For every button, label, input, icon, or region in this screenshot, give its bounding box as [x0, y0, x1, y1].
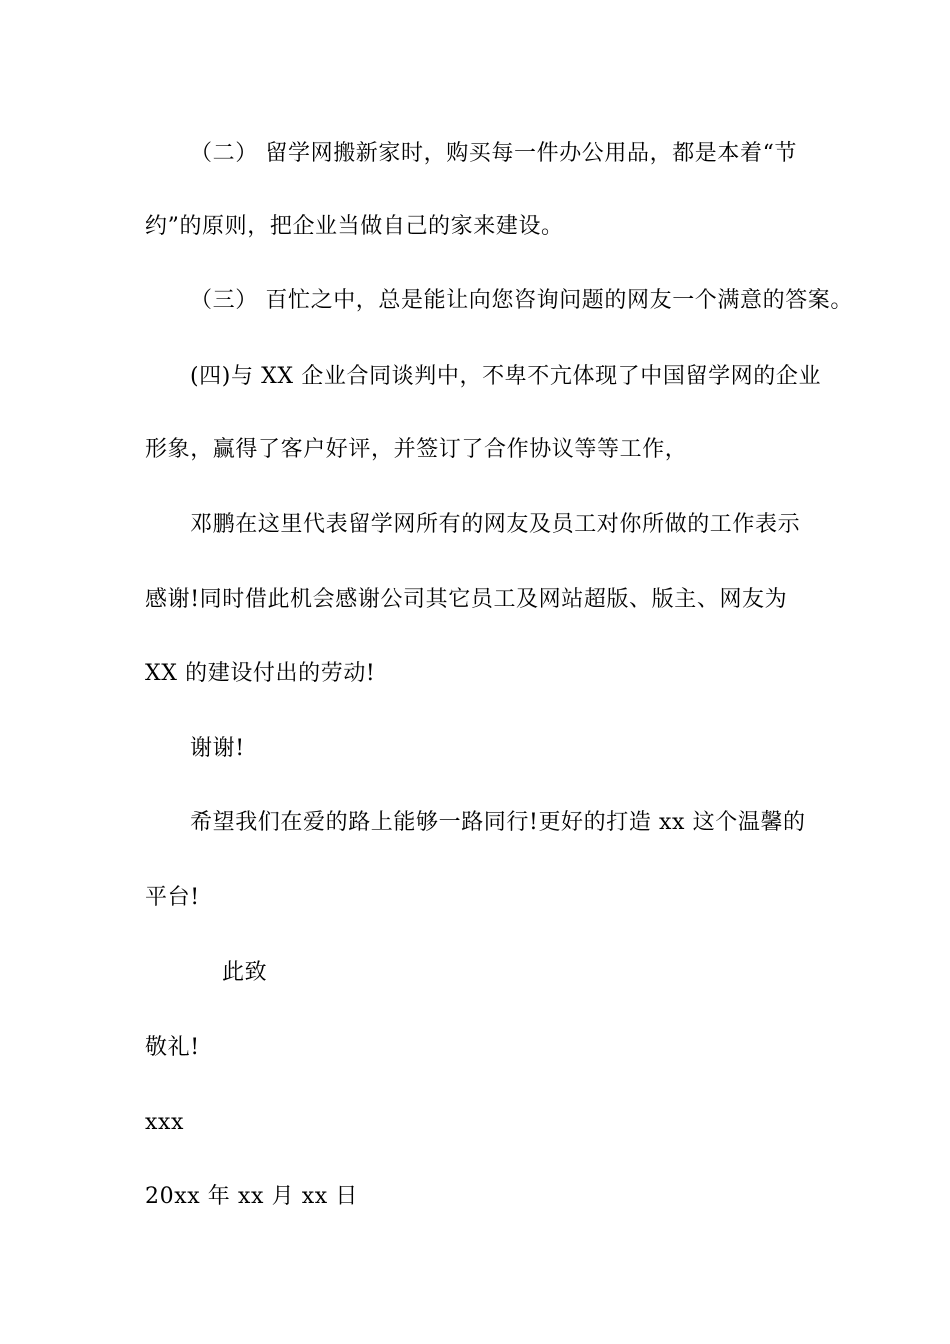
- paragraph-line-1: （二） 留学网搬新家时，购买每一件办公用品，都是本着“节: [190, 141, 798, 166]
- salute-text: 敬礼!: [145, 1035, 200, 1060]
- paragraph-line-6: 邓鹏在这里代表留学网所有的网友及员工对你所做的工作表示: [190, 512, 801, 537]
- date-text: 20xx 年 xx 月 xx 日: [145, 1184, 359, 1209]
- paragraph-line-2: 约”的原则，把企业当做自己的家来建设。: [145, 214, 564, 239]
- paragraph-line-3: （三） 百忙之中，总是能让向您咨询问题的网友一个满意的答案。: [190, 288, 853, 313]
- paragraph-line-11: 平台!: [145, 885, 200, 910]
- paragraph-line-10: 希望我们在爱的路上能够一路同行!更好的打造 xx 这个温馨的: [190, 810, 806, 835]
- paragraph-line-7: 感谢!同时借此机会感谢公司其它员工及网站超版、版主、网友为: [145, 587, 788, 612]
- paragraph-line-8: XX 的建设付出的劳动!: [145, 661, 376, 686]
- paragraph-line-5: 形象，赢得了客户好评，并签订了合作协议等等工作，: [145, 437, 688, 462]
- signature-text: xxx: [145, 1110, 185, 1135]
- closing-text: 此致: [222, 960, 268, 985]
- paragraph-line-9: 谢谢!: [190, 736, 245, 761]
- paragraph-line-4: (四)与 XX 企业合同谈判中，不卑不亢体现了中国留学网的企业: [190, 364, 822, 389]
